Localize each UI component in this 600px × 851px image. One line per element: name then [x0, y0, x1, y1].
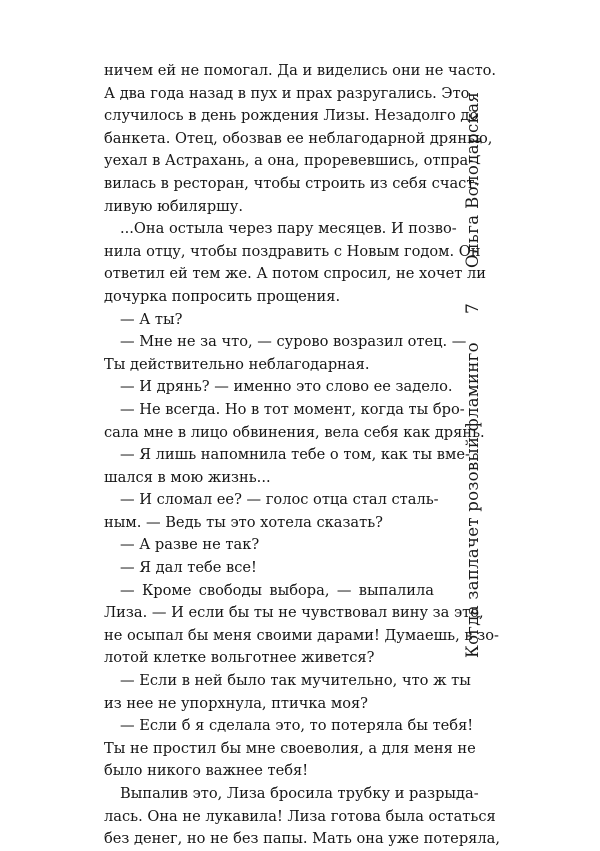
- dialogue-6: [104, 489, 439, 534]
- text-line: А два года назад в пух и прах разругались. Это: [104, 84, 470, 102]
- text-line: — Если б я сделала это, то потеряла бы тебя!: [120, 717, 474, 735]
- text-line: — Мне не за что, — сурово возразил отец. —: [120, 333, 467, 351]
- text-line: Лиза. — И если бы ты не чувствовал вину за это,: [104, 604, 484, 622]
- paragraph-2: [104, 218, 487, 308]
- page-number: 7: [463, 303, 483, 315]
- text-line: — А разве не так?: [120, 536, 260, 554]
- text-line: уехал в Астрахань, а она, проревевшись, отпра-: [104, 152, 474, 170]
- text-line: — Кроме свободы выбора, — выпалила: [120, 581, 434, 599]
- text-line: сала мне в лицо обвинения, вела себя как дрянь.: [104, 423, 485, 441]
- text-line: — Не всегда. Но в тот момент, когда ты бро-: [120, 400, 465, 418]
- text-line: — И дрянь? — именно это слово ее задело.: [120, 378, 453, 396]
- text-line: лась. Она не лукавила! Лиза готова была остаться: [104, 807, 496, 825]
- book-title: Когда заплачет розовый фламинго: [463, 342, 482, 658]
- text-line: вилась в ресторан, чтобы строить из себя счаст-: [104, 174, 480, 192]
- text-line: нила отцу, чтобы поздравить с Новым годом. Он: [104, 242, 481, 260]
- text-line: дочурка попросить прощения.: [104, 287, 341, 305]
- text-line: Выпалив это, Лиза бросила трубку и разрыда-: [120, 785, 479, 802]
- dialogue-10: [104, 670, 471, 715]
- paragraph-3: [104, 783, 500, 851]
- author-name: Ольга Володарская: [463, 91, 482, 268]
- text-line: было никого важнее тебя!: [104, 762, 309, 780]
- text-line: случилось в день рождения Лизы. Незадолго до: [104, 107, 479, 125]
- text-line: ...Она остыла через пару месяцев. И позво-: [120, 220, 457, 238]
- text-line: — Я лишь напомнила тебе о том, как ты вме-: [120, 446, 470, 464]
- text-line: — А ты?: [120, 310, 183, 328]
- dialogue-8: [104, 557, 434, 580]
- text-line: из нее не упорхнула, птичка моя?: [104, 694, 369, 712]
- text-line: лотой клетке вольготнее живется?: [104, 649, 375, 667]
- text-line: без денег, но не без папы. Мать она уже потеряла,: [104, 830, 500, 848]
- text-line: не осыпал бы меня своими дарами! Думаешь, в зо-: [104, 626, 499, 644]
- running-head: [458, 0, 488, 800]
- dialogue-2: [104, 331, 467, 376]
- text-line: ливую юбиляршу.: [104, 197, 243, 215]
- text-line: Ты действительно неблагодарная.: [104, 355, 370, 373]
- text-line: — Я дал тебе все!: [120, 559, 257, 577]
- text-line: ответил ей тем же. А потом спросил, не хочет ли: [104, 265, 487, 283]
- text-line: банкета. Отец, обозвав ее неблагодарной дрянью,: [104, 129, 493, 147]
- text-line: — Если в ней было так мучительно, что ж ты: [120, 672, 471, 690]
- dialogue-5: [104, 444, 470, 489]
- text-line: ничем ей не помогал. Да и виделись они не часто.: [104, 62, 497, 79]
- dialogue-3: [104, 376, 453, 399]
- text-line: — И сломал ее? — голос отца стал сталь-: [120, 491, 439, 509]
- dialogue-7: [104, 534, 434, 557]
- dialogue-1: [104, 309, 434, 332]
- dialogue-11: [104, 715, 476, 783]
- dialogue-4: [104, 399, 485, 444]
- text-line: ным. — Ведь ты это хотела сказать?: [104, 513, 383, 531]
- dialogue-9: [104, 580, 499, 670]
- text-line: шался в мою жизнь...: [104, 468, 271, 486]
- text-line: Ты не простил бы мне своеволия, а для меня не: [104, 739, 476, 757]
